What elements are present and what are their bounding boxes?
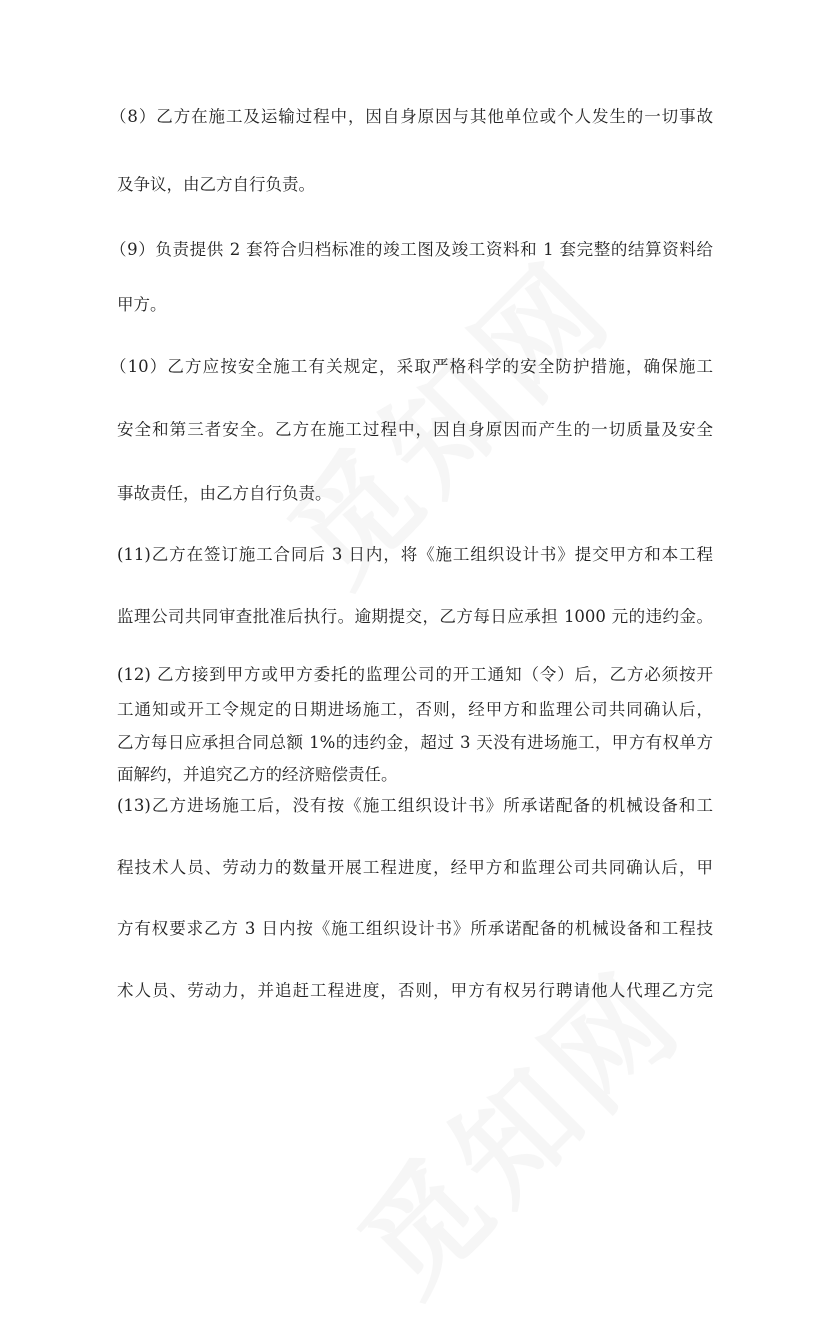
paragraph-line: 程技术人员、劳动力的数量开展工程进度，经甲方和监理公司共同确认后，甲 xyxy=(117,858,713,877)
paragraph-line: 工通知或开工令规定的日期进场施工，否则，经甲方和监理公司共同确认后， xyxy=(117,700,713,719)
paragraph-line: （10）乙方应按安全施工有关规定，采取严格科学的安全防护措施，确保施工 xyxy=(110,357,713,376)
paragraph-line: 方有权要求乙方 3 日内按《施工组织设计书》所承诺配备的机械设备和工程技 xyxy=(117,919,713,938)
paragraph-line: 术人员、劳动力，并追赶工程进度，否则，甲方有权另行聘请他人代理乙方完 xyxy=(117,981,713,1000)
paragraph-line: 面解约，并追究乙方的经济赔偿责任。 xyxy=(117,765,398,784)
paragraph-line: 安全和第三者安全。乙方在施工过程中，因自身原因而产生的一切质量及安全 xyxy=(117,420,713,439)
paragraph-line: 乙方每日应承担合同总额 1%的违约金，超过 3 天没有进场施工，甲方有权单方 xyxy=(117,733,713,752)
paragraph-line: 事故责任，由乙方自行负责。 xyxy=(117,484,332,503)
paragraph-line: （8）乙方在施工及运输过程中，因自身原因与其他单位或个人发生的一切事故 xyxy=(110,107,713,126)
paragraph-line: (12) 乙方接到甲方或甲方委托的监理公司的开工通知（令）后，乙方必须按开 xyxy=(117,665,713,684)
paragraph-line: 监理公司共同审查批准后执行。逾期提交，乙方每日应承担 1000 元的违约金。 xyxy=(117,607,713,626)
paragraph-line: (11)乙方在签订施工合同后 3 日内，将《施工组织设计书》提交甲方和本工程 xyxy=(117,545,713,564)
paragraph-line: 及争议，由乙方自行负责。 xyxy=(117,175,315,194)
paragraph-line: 甲方。 xyxy=(117,295,167,314)
paragraph-line: (13)乙方进场施工后，没有按《施工组织设计书》所承诺配备的机械设备和工 xyxy=(117,796,713,815)
paragraph-line: （9）负责提供 2 套符合归档标准的竣工图及竣工资料和 1 套完整的结算资料给 xyxy=(110,240,713,259)
